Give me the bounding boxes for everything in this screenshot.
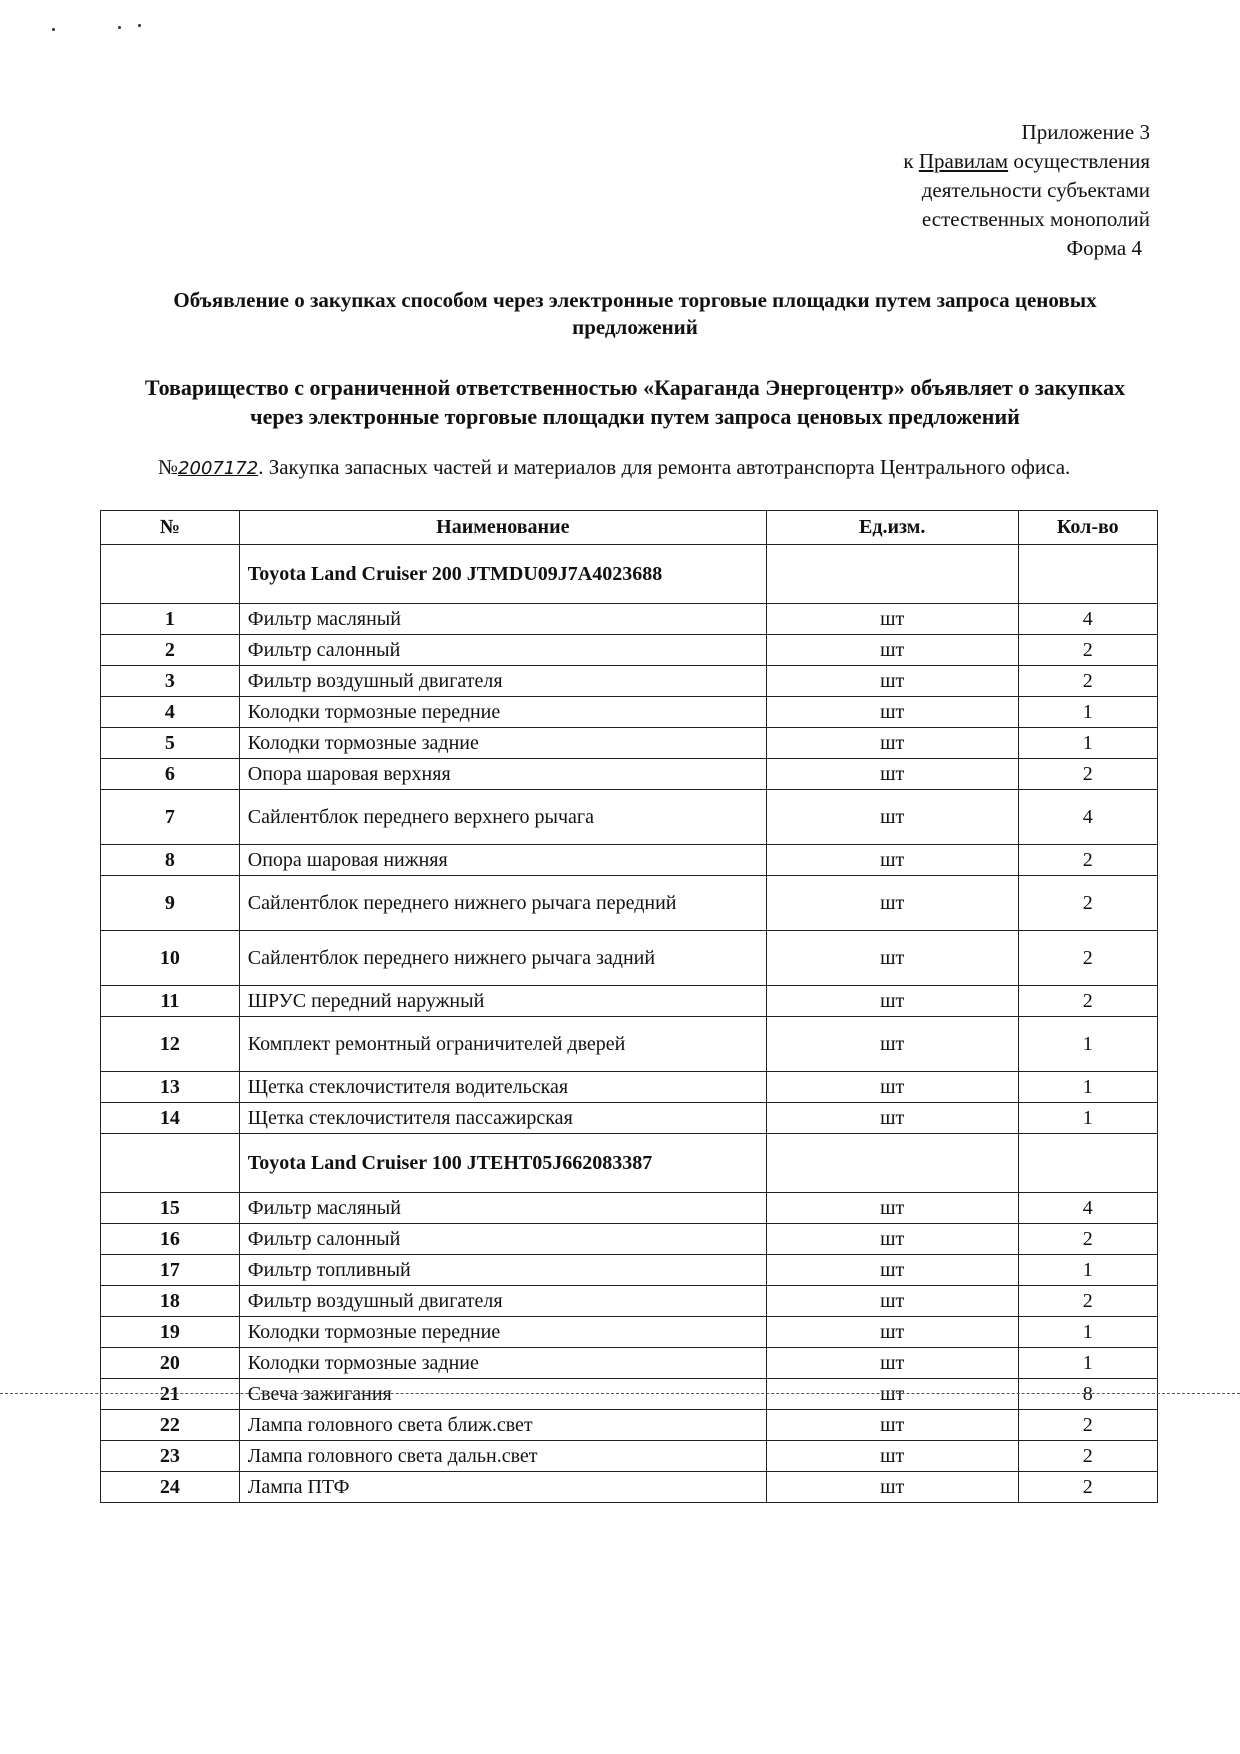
cell-qty: 1 — [1018, 697, 1157, 728]
table-row — [101, 759, 1158, 790]
cell-qty: 4 — [1018, 1193, 1157, 1224]
cell-qty — [1018, 545, 1157, 604]
cell-unit: шт — [766, 790, 1018, 845]
table-row — [101, 931, 1158, 986]
header-name: Наименование — [239, 511, 766, 545]
cell-num: 18 — [101, 1286, 240, 1317]
table-row — [101, 1255, 1158, 1286]
cell-name: Фильтр топливный — [239, 1255, 766, 1286]
table-row — [101, 728, 1158, 759]
cell-unit: шт — [766, 986, 1018, 1017]
cell-num: 17 — [101, 1255, 240, 1286]
table-group-row — [101, 1134, 1158, 1193]
header-num: № — [101, 511, 240, 545]
appendix-block — [903, 118, 1150, 263]
cell-num: 15 — [101, 1193, 240, 1224]
cell-unit — [766, 545, 1018, 604]
table-group-row — [101, 545, 1158, 604]
cell-num — [101, 545, 240, 604]
scan-speck — [118, 26, 121, 29]
cell-unit: шт — [766, 845, 1018, 876]
cell-qty: 1 — [1018, 1348, 1157, 1379]
table-row — [101, 1441, 1158, 1472]
scan-speck — [138, 24, 141, 27]
cell-num: 9 — [101, 876, 240, 931]
cell-name: Колодки тормозные передние — [239, 697, 766, 728]
appendix-line — [903, 147, 1150, 176]
cell-num: 5 — [101, 728, 240, 759]
cell-name: Фильтр масляный — [239, 1193, 766, 1224]
cell-unit — [766, 1134, 1018, 1193]
appendix-line: Приложение 3 — [1021, 120, 1150, 144]
cell-num: 22 — [101, 1410, 240, 1441]
cell-name: Комплект ремонтный ограничителей дверей — [239, 1017, 766, 1072]
table-row — [101, 1410, 1158, 1441]
lot-text: . Закупка запасных частей и материалов для ремонта автотранспорта Центрального офиса. — [258, 455, 1071, 479]
cell-qty: 4 — [1018, 790, 1157, 845]
table-row — [101, 845, 1158, 876]
cell-qty: 2 — [1018, 666, 1157, 697]
cell-name: Колодки тормозные задние — [239, 728, 766, 759]
cell-unit: шт — [766, 1103, 1018, 1134]
cell-num: 12 — [101, 1017, 240, 1072]
cell-qty: 1 — [1018, 728, 1157, 759]
cell-name: Опора шаровая нижняя — [239, 845, 766, 876]
cell-name: ШРУС передний наружный — [239, 986, 766, 1017]
cell-qty: 4 — [1018, 604, 1157, 635]
table-header-row — [101, 511, 1158, 545]
table-row — [101, 1103, 1158, 1134]
cell-name: Лампа ПТФ — [239, 1472, 766, 1503]
table-body — [101, 545, 1158, 1503]
cell-unit: шт — [766, 1317, 1018, 1348]
cell-num: 19 — [101, 1317, 240, 1348]
table-row — [101, 604, 1158, 635]
cell-qty: 1 — [1018, 1317, 1157, 1348]
cell-unit: шт — [766, 604, 1018, 635]
cell-unit: шт — [766, 1472, 1018, 1503]
items-table — [100, 510, 1158, 1503]
table-row — [101, 876, 1158, 931]
cell-qty: 2 — [1018, 1410, 1157, 1441]
header-qty: Кол-во — [1018, 511, 1157, 545]
cell-num: 10 — [101, 931, 240, 986]
cell-unit: шт — [766, 666, 1018, 697]
cell-name: Сайлентблок переднего нижнего рычага передний — [239, 876, 766, 931]
cell-name: Сайлентблок переднего верхнего рычага — [239, 790, 766, 845]
cell-qty: 2 — [1018, 931, 1157, 986]
cell-name: Щетка стеклочистителя пассажирская — [239, 1103, 766, 1134]
cell-name: Toyota Land Cruiser 100 JTEHT05J662083387 — [239, 1134, 766, 1193]
table-row — [101, 986, 1158, 1017]
cell-name: Фильтр салонный — [239, 635, 766, 666]
table-row — [101, 1286, 1158, 1317]
cell-num: 24 — [101, 1472, 240, 1503]
table-row — [101, 1348, 1158, 1379]
lot-description — [118, 455, 1148, 481]
table-row — [101, 635, 1158, 666]
cell-num: 16 — [101, 1224, 240, 1255]
cell-num: 4 — [101, 697, 240, 728]
cell-unit: шт — [766, 1379, 1018, 1410]
cell-unit: шт — [766, 876, 1018, 931]
cell-num: 6 — [101, 759, 240, 790]
cell-num: 11 — [101, 986, 240, 1017]
lot-handwritten-number: 2007172 — [178, 458, 259, 479]
cell-name: Фильтр воздушный двигателя — [239, 1286, 766, 1317]
cell-name: Фильтр масляный — [239, 604, 766, 635]
cell-name: Опора шаровая верхняя — [239, 759, 766, 790]
scan-speck — [52, 28, 55, 31]
cell-qty: 2 — [1018, 986, 1157, 1017]
cell-unit: шт — [766, 1286, 1018, 1317]
cell-num: 7 — [101, 790, 240, 845]
cell-name: Щетка стеклочистителя водительская — [239, 1072, 766, 1103]
cell-unit: шт — [766, 759, 1018, 790]
cell-qty: 2 — [1018, 1472, 1157, 1503]
appendix-prefix: к — [903, 149, 919, 173]
table-row — [101, 1193, 1158, 1224]
cell-num: 20 — [101, 1348, 240, 1379]
cell-qty: 1 — [1018, 1255, 1157, 1286]
cell-name: Toyota Land Cruiser 200 JTMDU09J7A4023688 — [239, 545, 766, 604]
appendix-suffix: осуществления — [1008, 149, 1150, 173]
appendix-line: естественных монополий — [921, 207, 1150, 231]
cell-name: Лампа головного света дальн.свет — [239, 1441, 766, 1472]
cell-qty: 2 — [1018, 1286, 1157, 1317]
cell-unit: шт — [766, 728, 1018, 759]
cell-name: Колодки тормозные задние — [239, 1348, 766, 1379]
cell-qty: 2 — [1018, 759, 1157, 790]
cell-unit: шт — [766, 1193, 1018, 1224]
table-row — [101, 1379, 1158, 1410]
cell-num: 8 — [101, 845, 240, 876]
cell-num: 14 — [101, 1103, 240, 1134]
cell-num: 2 — [101, 635, 240, 666]
cell-unit: шт — [766, 1224, 1018, 1255]
cell-qty: 2 — [1018, 1224, 1157, 1255]
table-row — [101, 1224, 1158, 1255]
cell-qty: 2 — [1018, 635, 1157, 666]
cell-qty: 2 — [1018, 845, 1157, 876]
cell-qty: 2 — [1018, 876, 1157, 931]
cell-num: 13 — [101, 1072, 240, 1103]
cell-name: Свеча зажигания — [239, 1379, 766, 1410]
cell-unit: шт — [766, 1017, 1018, 1072]
cell-unit: шт — [766, 1255, 1018, 1286]
cell-num: 3 — [101, 666, 240, 697]
cell-qty: 8 — [1018, 1379, 1157, 1410]
cell-qty: 2 — [1018, 1441, 1157, 1472]
form-number: Форма 4 — [1066, 236, 1142, 260]
cell-unit: шт — [766, 931, 1018, 986]
scan-fold-line — [0, 1393, 1240, 1394]
table-row — [101, 697, 1158, 728]
cell-qty: 1 — [1018, 1017, 1157, 1072]
cell-num: 1 — [101, 604, 240, 635]
cell-unit: шт — [766, 1441, 1018, 1472]
header-unit: Ед.изм. — [766, 511, 1018, 545]
cell-name: Колодки тормозные передние — [239, 1317, 766, 1348]
document-title: Объявление о закупках способом через электронные торговые площадки путем запроса ценовых предложений — [173, 288, 1097, 339]
table-row — [101, 1017, 1158, 1072]
cell-num: 23 — [101, 1441, 240, 1472]
cell-qty: 1 — [1018, 1103, 1157, 1134]
appendix-line: деятельности субъектами — [921, 178, 1150, 202]
cell-unit: шт — [766, 1072, 1018, 1103]
table-row — [101, 1317, 1158, 1348]
cell-unit: шт — [766, 635, 1018, 666]
table-row — [101, 1472, 1158, 1503]
cell-qty — [1018, 1134, 1157, 1193]
cell-unit: шт — [766, 1410, 1018, 1441]
table-row — [101, 666, 1158, 697]
cell-name: Сайлентблок переднего нижнего рычага задний — [239, 931, 766, 986]
table-row — [101, 1072, 1158, 1103]
cell-unit: шт — [766, 697, 1018, 728]
rules-link[interactable]: Правилам — [918, 149, 1009, 173]
cell-name: Лампа головного света ближ.свет — [239, 1410, 766, 1441]
cell-qty: 1 — [1018, 1072, 1157, 1103]
cell-num: 21 — [101, 1379, 240, 1410]
cell-name: Фильтр салонный — [239, 1224, 766, 1255]
cell-num — [101, 1134, 240, 1193]
document-subtitle: Товарищество с ограниченной ответственностью «Караганда Энергоцентр» объявляет о закупках через электронные торговые площадки путем запроса ценовых предложений — [144, 375, 1126, 429]
cell-unit: шт — [766, 1348, 1018, 1379]
cell-name: Фильтр воздушный двигателя — [239, 666, 766, 697]
lot-prefix: № — [158, 455, 179, 479]
table-row — [101, 790, 1158, 845]
